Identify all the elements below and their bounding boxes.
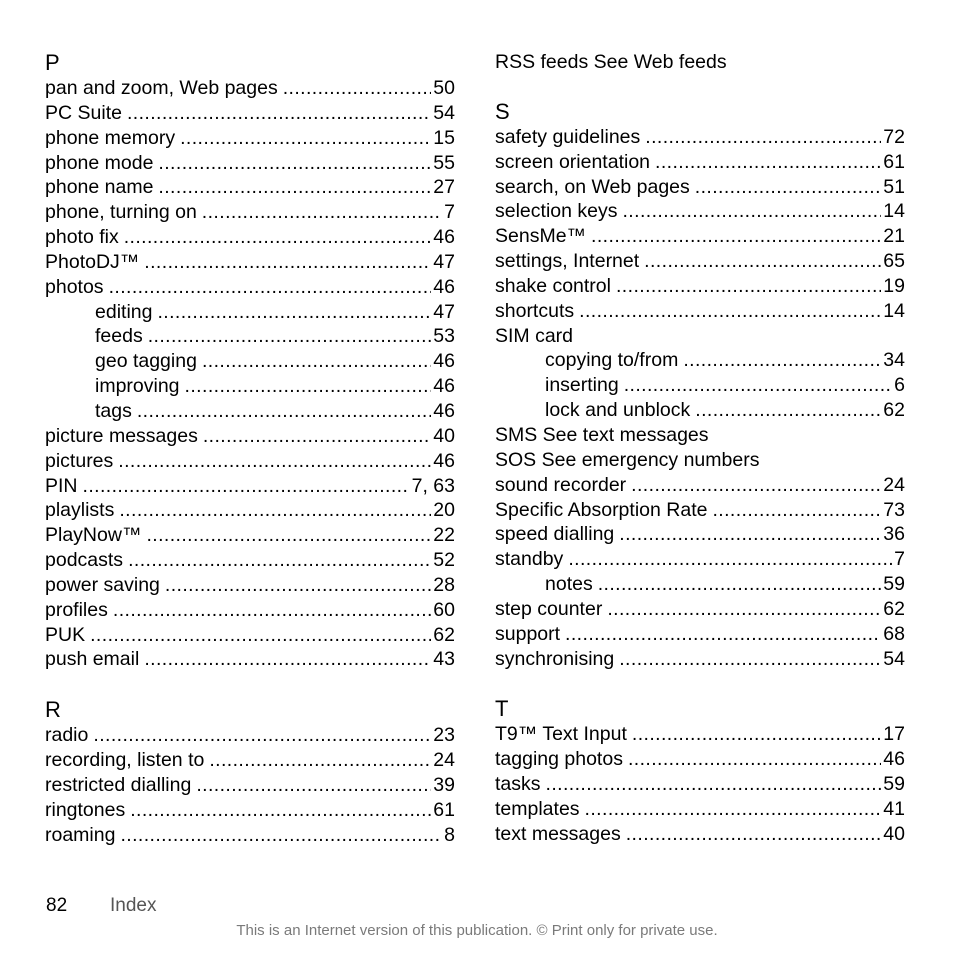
index-entry	[495, 324, 905, 349]
dot-leader	[585, 797, 882, 822]
entry-page: 73	[883, 498, 905, 521]
index-entry	[45, 449, 455, 474]
entry-page: 52	[433, 549, 455, 572]
index-subentry	[495, 572, 905, 597]
entry-page: 61	[883, 150, 905, 173]
entry-page: 6	[894, 374, 905, 397]
index-subentry	[495, 348, 905, 373]
entry-label: phone name	[45, 176, 154, 199]
entry-page: 23	[433, 724, 455, 747]
dot-leader	[120, 823, 442, 848]
dot-leader	[83, 474, 410, 499]
entry-label: improving	[95, 375, 180, 398]
index-entry	[45, 723, 455, 748]
dot-leader	[631, 473, 881, 498]
entry-label: lock and unblock	[545, 399, 691, 422]
dot-leader	[180, 126, 431, 151]
index-subentry	[45, 399, 455, 424]
entry-page: 19	[883, 274, 905, 297]
entry-label: podcasts	[45, 549, 124, 572]
index-entry	[45, 225, 455, 250]
entry-label: shortcuts	[495, 299, 575, 322]
index-entry	[45, 101, 455, 126]
entry-label: synchronising	[495, 647, 615, 670]
entry-label: profiles	[45, 598, 108, 621]
entry-label: settings, Internet	[495, 250, 640, 273]
entry-page: 60	[433, 598, 455, 621]
dot-leader	[196, 773, 431, 798]
index-entry	[45, 151, 455, 176]
dot-leader	[158, 175, 431, 200]
dot-leader	[158, 151, 431, 176]
entry-label: tasks	[495, 773, 541, 796]
entry-page: 59	[883, 573, 905, 596]
entry-label: power saving	[45, 573, 160, 596]
entry-page: 62	[883, 399, 905, 422]
index-subentry	[45, 374, 455, 399]
dot-leader	[165, 573, 431, 598]
dot-leader	[568, 547, 892, 572]
entry-label: tagging photos	[495, 748, 623, 771]
entry-page: 65	[883, 250, 905, 273]
entry-page: 55	[433, 151, 455, 174]
index-entry	[45, 126, 455, 151]
dot-leader	[118, 449, 431, 474]
index-subentry	[45, 300, 455, 325]
entry-label: roaming	[45, 823, 116, 846]
entry-label: pan and zoom, Web pages	[45, 77, 278, 99]
dot-leader	[683, 348, 881, 373]
entry-label: PC Suite	[45, 101, 122, 124]
dot-leader	[695, 175, 882, 200]
index-entry	[495, 175, 905, 200]
index-entry-rss	[495, 50, 905, 75]
entry-page: 46	[433, 375, 455, 398]
entry-page: 34	[883, 349, 905, 372]
entry-page: 14	[883, 200, 905, 223]
dot-leader	[616, 274, 881, 299]
entry-page: 54	[883, 647, 905, 670]
entry-label: SMS See text messages	[495, 423, 709, 446]
dot-leader	[144, 250, 431, 275]
index-entry	[45, 523, 455, 548]
index-entry	[495, 199, 905, 224]
entry-page: 41	[883, 797, 905, 820]
index-entry	[45, 275, 455, 300]
copyright-notice: This is an Internet version of this publication. © Print only for private use.	[236, 922, 718, 939]
dot-leader	[283, 76, 432, 101]
entry-page: 47	[433, 300, 455, 323]
index-entry	[45, 498, 455, 523]
entry-page: 51	[883, 175, 905, 198]
dot-leader	[628, 747, 881, 772]
entries-s	[495, 125, 905, 672]
entries-p	[45, 76, 455, 672]
entry-label: text messages	[495, 822, 621, 845]
entry-page: 14	[883, 299, 905, 322]
index-entry	[495, 522, 905, 547]
section-letter-s: S	[495, 98, 510, 124]
dot-leader	[137, 399, 431, 424]
entry-label: phone, turning on	[45, 201, 197, 224]
entry-label: restricted dialling	[45, 773, 192, 796]
index-entry	[495, 423, 905, 448]
entry-page: 28	[433, 573, 455, 596]
entry-page: 46	[433, 350, 455, 373]
entry-label: selection keys	[495, 200, 618, 223]
index-entry	[495, 473, 905, 498]
index-entry	[495, 249, 905, 274]
entry-page: 47	[433, 250, 455, 273]
index-entry	[495, 772, 905, 797]
entry-label: phone memory	[45, 126, 176, 149]
index-subentry	[45, 349, 455, 374]
entry-page: 72	[883, 125, 905, 148]
index-entry	[495, 299, 905, 324]
dot-leader	[202, 200, 442, 225]
entry-label: RSS feeds See Web feeds	[495, 51, 727, 73]
entry-page: 24	[433, 749, 455, 772]
index-entry	[495, 274, 905, 299]
entries-t	[495, 722, 905, 846]
dot-leader	[695, 398, 881, 423]
index-entry	[495, 597, 905, 622]
entry-label: support	[495, 622, 561, 645]
entry-page: 50	[433, 77, 455, 99]
entry-page: 68	[883, 622, 905, 645]
entry-label: PhotoDJ™	[45, 250, 140, 273]
index-entry	[45, 573, 455, 598]
entry-page: 36	[883, 523, 905, 546]
index-column-right	[495, 50, 905, 847]
entry-label: PUK	[45, 623, 86, 646]
index-entry	[45, 474, 455, 499]
entry-label: recording, listen to	[45, 749, 205, 772]
index-entry	[45, 773, 455, 798]
entry-page: 46	[433, 399, 455, 422]
dot-leader	[203, 424, 431, 449]
entry-page: 20	[433, 499, 455, 522]
dot-leader	[619, 522, 881, 547]
entry-page: 46	[433, 275, 455, 298]
entry-label: standby	[495, 548, 564, 571]
entries-r	[45, 723, 455, 847]
index-entry	[45, 823, 455, 848]
index-entry	[495, 150, 905, 175]
index-entry	[45, 76, 455, 101]
index-entry	[495, 547, 905, 572]
entry-page: 27	[433, 176, 455, 199]
index-entry	[495, 822, 905, 847]
entry-page: 7	[894, 548, 905, 571]
dot-leader	[546, 772, 882, 797]
section-letter-p: P	[45, 50, 60, 75]
dot-leader	[632, 722, 881, 747]
entry-label: shake control	[495, 274, 611, 297]
entry-page: 39	[433, 773, 455, 796]
entry-page: 40	[433, 424, 455, 447]
entry-label: geo tagging	[95, 350, 197, 373]
section-letter-t: T	[495, 696, 509, 722]
index-subentry	[495, 398, 905, 423]
entry-label: speed dialling	[495, 523, 615, 546]
dot-leader	[598, 572, 882, 597]
dot-leader	[128, 548, 431, 573]
entry-page: 8	[444, 823, 455, 846]
entry-label: templates	[495, 797, 580, 820]
section-name: Index	[110, 895, 157, 916]
index-entry	[495, 722, 905, 747]
entry-label: playlists	[45, 499, 115, 522]
entry-label: Specific Absorption Rate	[495, 498, 708, 521]
entry-label: PIN	[45, 474, 78, 497]
entry-label: push email	[45, 648, 140, 671]
index-entry	[45, 250, 455, 275]
index-entry	[495, 622, 905, 647]
entry-page: 21	[883, 225, 905, 248]
entry-label: step counter	[495, 597, 603, 620]
dot-leader	[624, 373, 892, 398]
entry-page: 46	[883, 748, 905, 771]
dot-leader	[622, 199, 881, 224]
entry-label: sound recorder	[495, 473, 627, 496]
dot-leader	[579, 299, 881, 324]
index-entry	[45, 748, 455, 773]
index-entry	[45, 548, 455, 573]
entry-page: 46	[433, 449, 455, 472]
dot-leader	[644, 249, 881, 274]
entry-label: feeds	[95, 325, 143, 348]
entry-page: 22	[433, 524, 455, 547]
index-entry	[495, 448, 905, 473]
dot-leader	[113, 598, 431, 623]
dot-leader	[185, 374, 432, 399]
entry-label: search, on Web pages	[495, 175, 690, 198]
dot-leader	[119, 498, 431, 523]
index-column-left	[45, 50, 455, 847]
dot-leader	[607, 597, 881, 622]
index-entry	[45, 200, 455, 225]
index-entry	[495, 747, 905, 772]
index-entry	[495, 224, 905, 249]
entry-page: 62	[883, 597, 905, 620]
section-letter-r: R	[45, 697, 61, 723]
dot-leader	[93, 723, 431, 748]
entry-label: SIM card	[495, 324, 574, 347]
dot-leader	[127, 101, 431, 126]
index-entry	[45, 623, 455, 648]
dot-leader	[202, 349, 431, 374]
index-entry	[495, 498, 905, 523]
entry-label: copying to/from	[545, 349, 679, 372]
index-entry	[45, 598, 455, 623]
index-subentry	[495, 373, 905, 398]
entry-label: picture messages	[45, 424, 198, 447]
dot-leader	[130, 798, 431, 823]
dot-leader	[712, 498, 881, 523]
entry-label: photos	[45, 275, 104, 298]
entry-label: tags	[95, 399, 132, 422]
entry-page: 54	[433, 101, 455, 124]
entry-page: 62	[433, 623, 455, 646]
entry-label: safety guidelines	[495, 125, 641, 148]
entry-label: phone mode	[45, 151, 154, 174]
index-entry	[45, 798, 455, 823]
section-gap	[495, 671, 905, 696]
entry-label: screen orientation	[495, 150, 651, 173]
entry-label: editing	[95, 300, 153, 323]
entry-label: T9™ Text Input	[495, 723, 627, 746]
entry-label: notes	[545, 573, 593, 596]
dot-leader	[146, 523, 431, 548]
index-entry	[45, 424, 455, 449]
entry-page: 43	[433, 648, 455, 671]
dot-leader	[148, 324, 432, 349]
entry-label: inserting	[545, 374, 619, 397]
dot-leader	[565, 622, 881, 647]
entry-page: 53	[433, 325, 455, 348]
entry-label: SensMe™	[495, 225, 587, 248]
dot-leader	[619, 647, 881, 672]
dot-leader	[209, 748, 431, 773]
entry-label: SOS See emergency numbers	[495, 448, 760, 471]
entry-page: 61	[433, 798, 455, 821]
index-entry	[495, 125, 905, 150]
index-entry	[45, 647, 455, 672]
entry-page: 24	[883, 473, 905, 496]
index-entry	[495, 797, 905, 822]
dot-leader	[626, 822, 882, 847]
dot-leader	[90, 623, 431, 648]
dot-leader	[157, 300, 431, 325]
dot-leader	[645, 125, 881, 150]
section-gap	[45, 672, 455, 697]
dot-leader	[591, 224, 881, 249]
entry-page: 7, 63	[411, 474, 455, 497]
index-entry	[45, 175, 455, 200]
entry-page: 59	[883, 773, 905, 796]
dot-leader	[655, 150, 881, 175]
entry-label: pictures	[45, 449, 114, 472]
index-entry	[495, 647, 905, 672]
entry-page: 17	[883, 723, 905, 746]
dot-leader	[124, 225, 432, 250]
dot-leader	[144, 647, 431, 672]
entry-page: 7	[444, 201, 455, 224]
entry-label: ringtones	[45, 798, 126, 821]
entry-page: 15	[433, 126, 455, 149]
section-gap	[495, 75, 905, 99]
entry-label: PlayNow™	[45, 524, 142, 547]
entry-label: photo fix	[45, 226, 119, 249]
index-subentry	[45, 324, 455, 349]
dot-leader	[109, 275, 432, 300]
entry-page: 40	[883, 822, 905, 845]
entry-label: radio	[45, 724, 89, 747]
entry-page: 46	[433, 226, 455, 249]
page-number: 82	[46, 895, 68, 916]
